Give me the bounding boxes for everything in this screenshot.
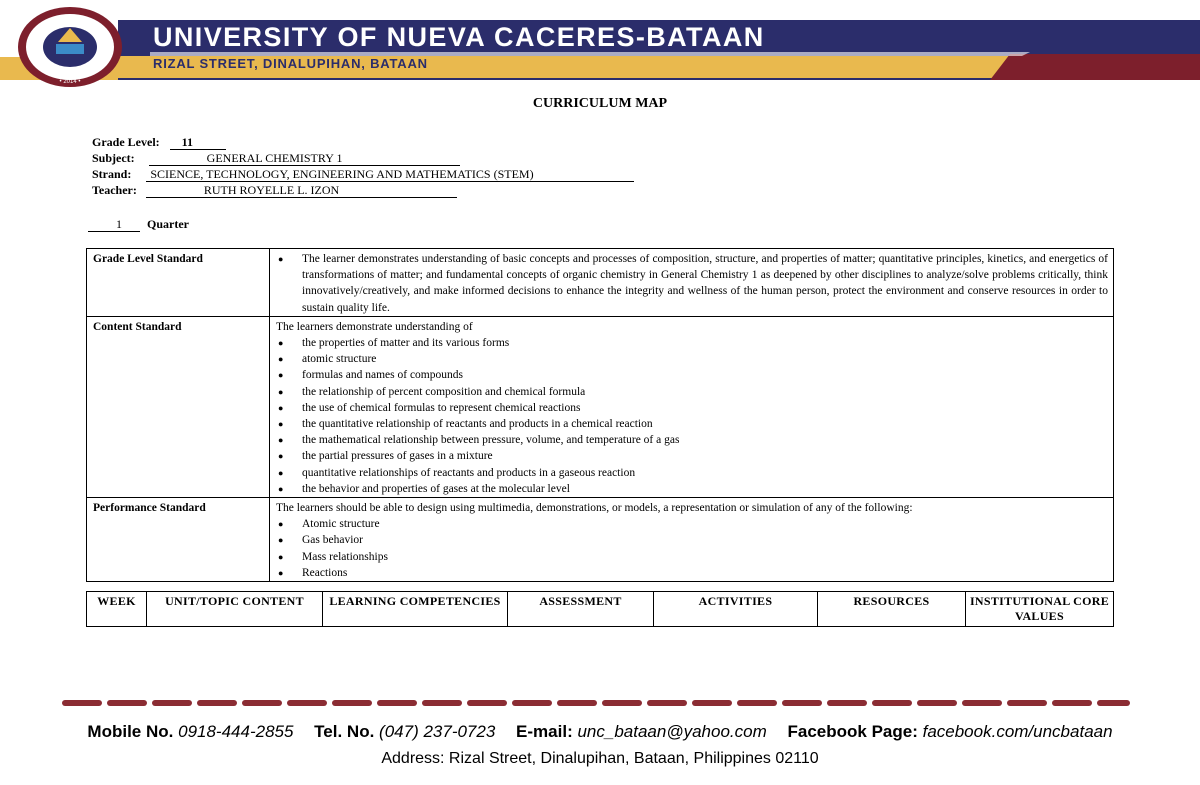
list-item: ● the quantitative relationship of reactants and products in a chemical reaction <box>276 416 1108 432</box>
performance-standard-content <box>270 498 1114 582</box>
content-standard-intro: The learners demonstrate understanding of <box>276 320 473 333</box>
footer-address: Address: Rizal Street, Dinalupihan, Bataan, Philippines 02110 <box>381 750 819 767</box>
subject-row <box>92 151 460 166</box>
strand-row <box>92 167 634 182</box>
teacher-row <box>92 183 457 198</box>
performance-standard-label: Performance Standard <box>87 498 270 582</box>
column-header-topic: UNIT/TOPIC CONTENT <box>147 592 323 627</box>
grade-level-standard-content <box>270 249 1114 317</box>
subject-label: Subject: <box>92 151 135 165</box>
performance-standard-row <box>87 498 1114 582</box>
content-standard-content <box>270 316 1114 497</box>
list-item: ● the properties of matter and its various forms <box>276 335 1108 351</box>
list-item: ● the use of chemical formulas to represent chemical reactions <box>276 400 1108 416</box>
grade-level-standard-row <box>87 249 1114 317</box>
grade-level-value: 11 <box>170 136 226 150</box>
email-address[interactable]: unc_bataan@yahoo.com <box>577 722 767 741</box>
list-item: ● Gas behavior <box>276 532 1108 548</box>
column-header-assessment: ASSESSMENT <box>508 592 654 627</box>
content-standard-row <box>87 316 1114 497</box>
list-item: ● the relationship of percent composition and chemical formula <box>276 384 1108 400</box>
mobile-label: Mobile No. <box>87 722 174 741</box>
column-header-competencies: LEARNING COMPETENCIES <box>323 592 508 627</box>
document-title: CURRICULUM MAP <box>532 96 668 111</box>
list-item: ● Atomic structure <box>276 516 1108 532</box>
grade-level-row <box>92 135 226 150</box>
mobile-number: 0918-444-2855 <box>178 722 294 741</box>
list-item: ● the behavior and properties of gases at the molecular level <box>276 481 1108 497</box>
quarter-row <box>88 217 189 232</box>
column-header-core-values: INSTITUTIONAL CORE VALUES <box>966 592 1114 627</box>
column-header-row <box>87 592 1114 627</box>
list-item: ● formulas and names of compounds <box>276 367 1108 383</box>
list-item: ● the mathematical relationship between pressure, volume, and temperature of a gas <box>276 432 1108 448</box>
list-item: ● quantitative relationships of reactants and products in a gaseous reaction <box>276 465 1108 481</box>
university-seal <box>8 4 128 88</box>
facebook-label: Facebook Page: <box>787 722 918 741</box>
standards-table <box>86 248 1114 582</box>
teacher-label: Teacher: <box>92 183 137 197</box>
university-name: UNIVERSITY OF NUEVA CACERES-BATAAN <box>153 22 765 52</box>
grade-level-standard-text: ● The learner demonstrates understanding of basic concepts and processes of composition, structure, and properties of matter; quantitative principles, kinetics, and energetics of transformations of matter; and fundamental concepts of organic chemistry in General Chemistry 1 as deepened by other disciplines to analyze/solve problems critically, think innovatively/creatively, and make informed decisions to enhance the integrity and wellness of the human person, protect the environment and conserve resources in order to sustain quality life. <box>276 251 1108 316</box>
list-item: ● Mass relationships <box>276 549 1108 565</box>
grade-level-standard-label: Grade Level Standard <box>87 249 270 317</box>
strand-value: SCIENCE, TECHNOLOGY, ENGINEERING AND MATHEMATICS (STEM) <box>146 168 634 182</box>
teacher-value: RUTH ROYELLE L. IZON <box>146 184 457 198</box>
quarter-label: Quarter <box>147 217 189 231</box>
quarter-value: 1 <box>88 218 140 232</box>
tel-number: (047) 237-0723 <box>379 722 496 741</box>
list-item: ● the partial pressures of gases in a mixture <box>276 448 1108 464</box>
column-header-week: WEEK <box>87 592 147 627</box>
tel-label: Tel. No. <box>314 722 375 741</box>
email-label: E-mail: <box>516 722 573 741</box>
header-banner <box>0 0 1200 90</box>
performance-standard-intro: The learners should be able to design using multimedia, demonstrations, or models, a representation or simulation of any of the following: <box>276 502 913 515</box>
column-header-activities: ACTIVITIES <box>654 592 818 627</box>
list-item: ● Reactions <box>276 565 1108 581</box>
grade-level-label: Grade Level: <box>92 135 160 149</box>
seal-year: • 2014 • <box>59 79 81 85</box>
column-header-resources: RESOURCES <box>818 592 966 627</box>
curriculum-columns-table <box>86 591 1114 627</box>
footer-contact <box>0 722 1200 742</box>
university-address: RIZAL STREET, DINALUPIHAN, BATAAN <box>153 56 428 71</box>
footer-divider <box>62 700 1130 706</box>
content-standard-label: Content Standard <box>87 316 270 497</box>
list-item: ● atomic structure <box>276 351 1108 367</box>
strand-label: Strand: <box>92 167 132 181</box>
subject-value: GENERAL CHEMISTRY 1 <box>149 152 460 166</box>
facebook-link[interactable]: facebook.com/uncbataan <box>922 722 1113 741</box>
